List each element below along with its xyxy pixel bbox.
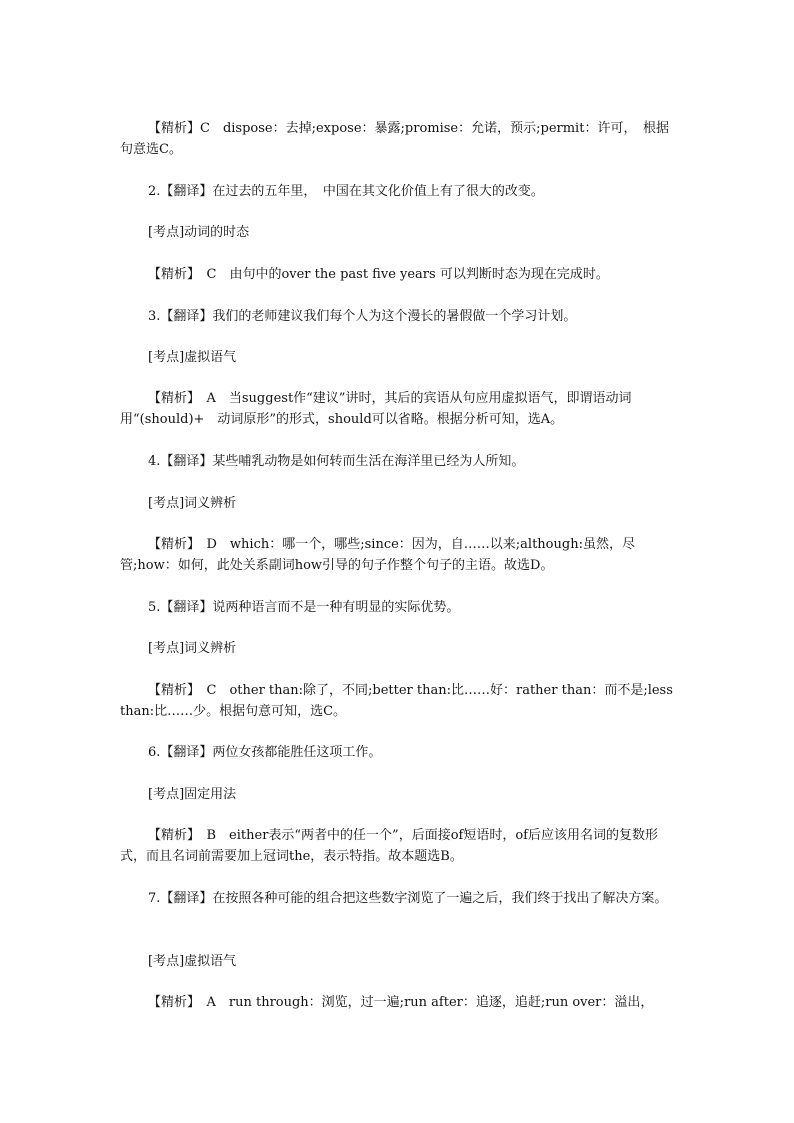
analysis-7: 【精析】 A run through：浏览，过一遍;run after：追逐，追赶;run over：溢出， [148, 995, 654, 1010]
analysis-4: 【精析】 D which：哪一个，哪些;since：因为，自……以来;although:虽然，尽管;how：如何，此处关系副词how引导的句子作整个句子的主语。故选D。 [120, 537, 635, 573]
analysis-5: 【精析】 C other than:除了，不同;better than:比……好：rather than：而不是;less than:比……少。根据句意可知，选C。 [120, 683, 673, 719]
translation-6: 6.【翻译】两位女孩都能胜任这项工作。 [148, 745, 382, 760]
topic-2: [考点]动词的时态 [148, 225, 250, 240]
topic-5: [考点]词义辨析 [148, 641, 237, 656]
topic-6: [考点]固定用法 [148, 787, 237, 802]
analysis-3: 【精析】 A 当suggest作“建议”讲时，其后的宾语从句应用虚拟语气，即谓语动词用“(should)+ 动词原形”的形式，should可以省略。根据分析可知，选A。 [120, 391, 632, 427]
translation-4: 4.【翻译】某些哺乳动物是如何转而生活在海洋里已经为人所知。 [148, 454, 525, 469]
translation-5: 5.【翻译】说两种语言而不是一种有明显的实际优势。 [148, 600, 460, 615]
translation-7: 7.【翻译】在按照各种可能的组合把这些数字浏览了一遍之后，我们终于找出了解决方案。 [148, 891, 668, 906]
topic-7: [考点]虚拟语气 [148, 954, 237, 969]
translation-3: 3.【翻译】我们的老师建议我们每个人为这个漫长的暑假做一个学习计划。 [148, 309, 577, 324]
analysis-1: 【精析】C dispose：去掉;expose：暴露;promise：允诺，预示;permit：许可， 根据句意选C。 [120, 121, 669, 157]
analysis-2: 【精析】 C 由句中的over the past five years 可以判断时态为现在完成时。 [148, 267, 609, 282]
analysis-6: 【精析】 B either表示“两者中的任一个”，后面接of短语时，of后应该用名词的复数形式，而且名词前需要加上冠词the，表示特指。故本题选B。 [120, 828, 658, 864]
topic-3: [考点]虚拟语气 [148, 350, 237, 365]
translation-2: 2.【翻译】在过去的五年里， 中国在其文化价值上有了很大的改变。 [148, 184, 544, 199]
topic-4: [考点]词义辨析 [148, 496, 237, 511]
